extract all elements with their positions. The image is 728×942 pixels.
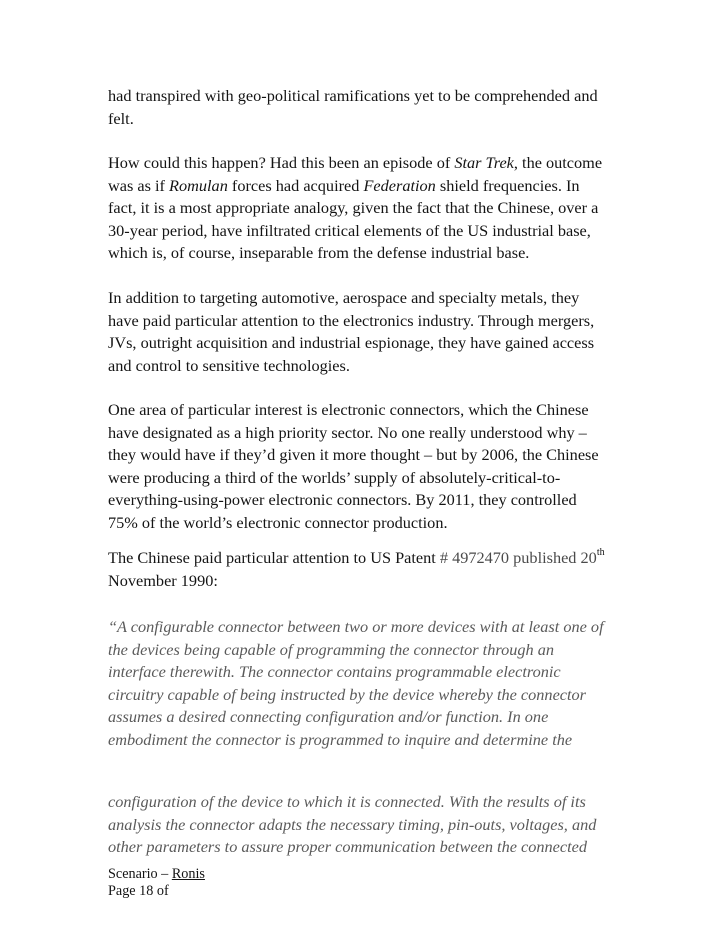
paragraph-star-trek [108, 152, 628, 265]
paragraph-continuation [108, 85, 628, 130]
text-line: have paid particular attention to the electronics industry. Through mergers, [108, 310, 595, 330]
text-line: which is, of course, inseparable from the defense industrial base. [108, 243, 530, 263]
paragraph-connectors [108, 399, 628, 535]
text-line: JVs, outright acquisition and industrial espionage, they have gained access [108, 333, 595, 353]
footer-scenario [108, 866, 205, 883]
text-line: have designated as a high priority sector. No one really understood why – [108, 422, 587, 442]
patent-number: # 4972470 published 20 [439, 548, 597, 567]
quote-line: embodiment the connector is programmed to inquire and determine the [108, 729, 573, 749]
text-run: How could this happen? Had this been an episode of [108, 153, 455, 172]
quote-line: the devices being capable of programming the connector through an [108, 639, 554, 659]
text-line: 75% of the world’s electronic connector production. [108, 512, 448, 532]
paragraph-patent [108, 547, 628, 592]
ordinal-suffix: th [596, 546, 605, 558]
text-line: and control to sensitive technologies. [108, 355, 350, 375]
emphasis-star-trek: Star Trek [454, 153, 514, 172]
quote-line: “A configurable connector between two or more devices with at least one of [108, 617, 604, 636]
text-line: fact, it is a most appropriate analogy, given the fact that the Chinese, over a [108, 198, 599, 218]
text-run: The Chinese paid particular attention to US Patent [108, 548, 440, 567]
text-line: In addition to targeting automotive, aerospace and specialty metals, they [108, 288, 580, 307]
text-run: , the outcome [513, 153, 603, 172]
text-run: forces had acquired [227, 175, 364, 195]
text-line: were producing a third of the worlds’ supply of absolutely-critical-to- [108, 467, 561, 487]
paragraph-electronics [108, 287, 628, 377]
footer-scenario-prefix: Scenario – [108, 866, 172, 882]
emphasis-federation: Federation [363, 175, 436, 195]
text-line: November 1990: [108, 570, 218, 590]
quote-line: interface therewith. The connector contains programmable electronic [108, 662, 561, 682]
text-line: had transpired with geo-political ramifications yet to be comprehended and [108, 86, 598, 105]
text-line [108, 175, 628, 198]
emphasis-romulan: Romulan [169, 175, 228, 195]
author-link[interactable]: Ronis [171, 866, 205, 882]
text-line: felt. [108, 108, 134, 128]
quote-line: analysis the connector adapts the necessary timing, pin-outs, voltages, and [108, 814, 597, 834]
text-run: was as if [108, 175, 170, 195]
text-line: 30-year period, have infiltrated critical elements of the US industrial base, [108, 220, 591, 240]
text-run: shield frequencies. In [435, 175, 580, 195]
patent-quote-part-1 [108, 616, 628, 752]
text-line: they would have if they’d given it more thought – but by 2006, the Chinese [108, 445, 599, 465]
quote-line: circuitry capable of being instructed by the device whereby the connector [108, 684, 587, 704]
page-footer [108, 866, 205, 900]
text-line [108, 152, 628, 175]
quote-line: assumes a desired connecting configuration and/or function. In one [108, 707, 549, 727]
page-number: Page 18 of [108, 883, 169, 899]
quote-line: other parameters to assure proper communication between the connected [108, 837, 587, 857]
text-line: One area of particular interest is electronic connectors, which the Chinese [108, 400, 589, 419]
patent-quote-part-2 [108, 791, 628, 859]
text-line [108, 547, 628, 570]
quote-line: configuration of the device to which it is connected. With the results of its [108, 792, 586, 811]
text-line: everything-using-power electronic connectors. By 2011, they controlled [108, 490, 577, 510]
